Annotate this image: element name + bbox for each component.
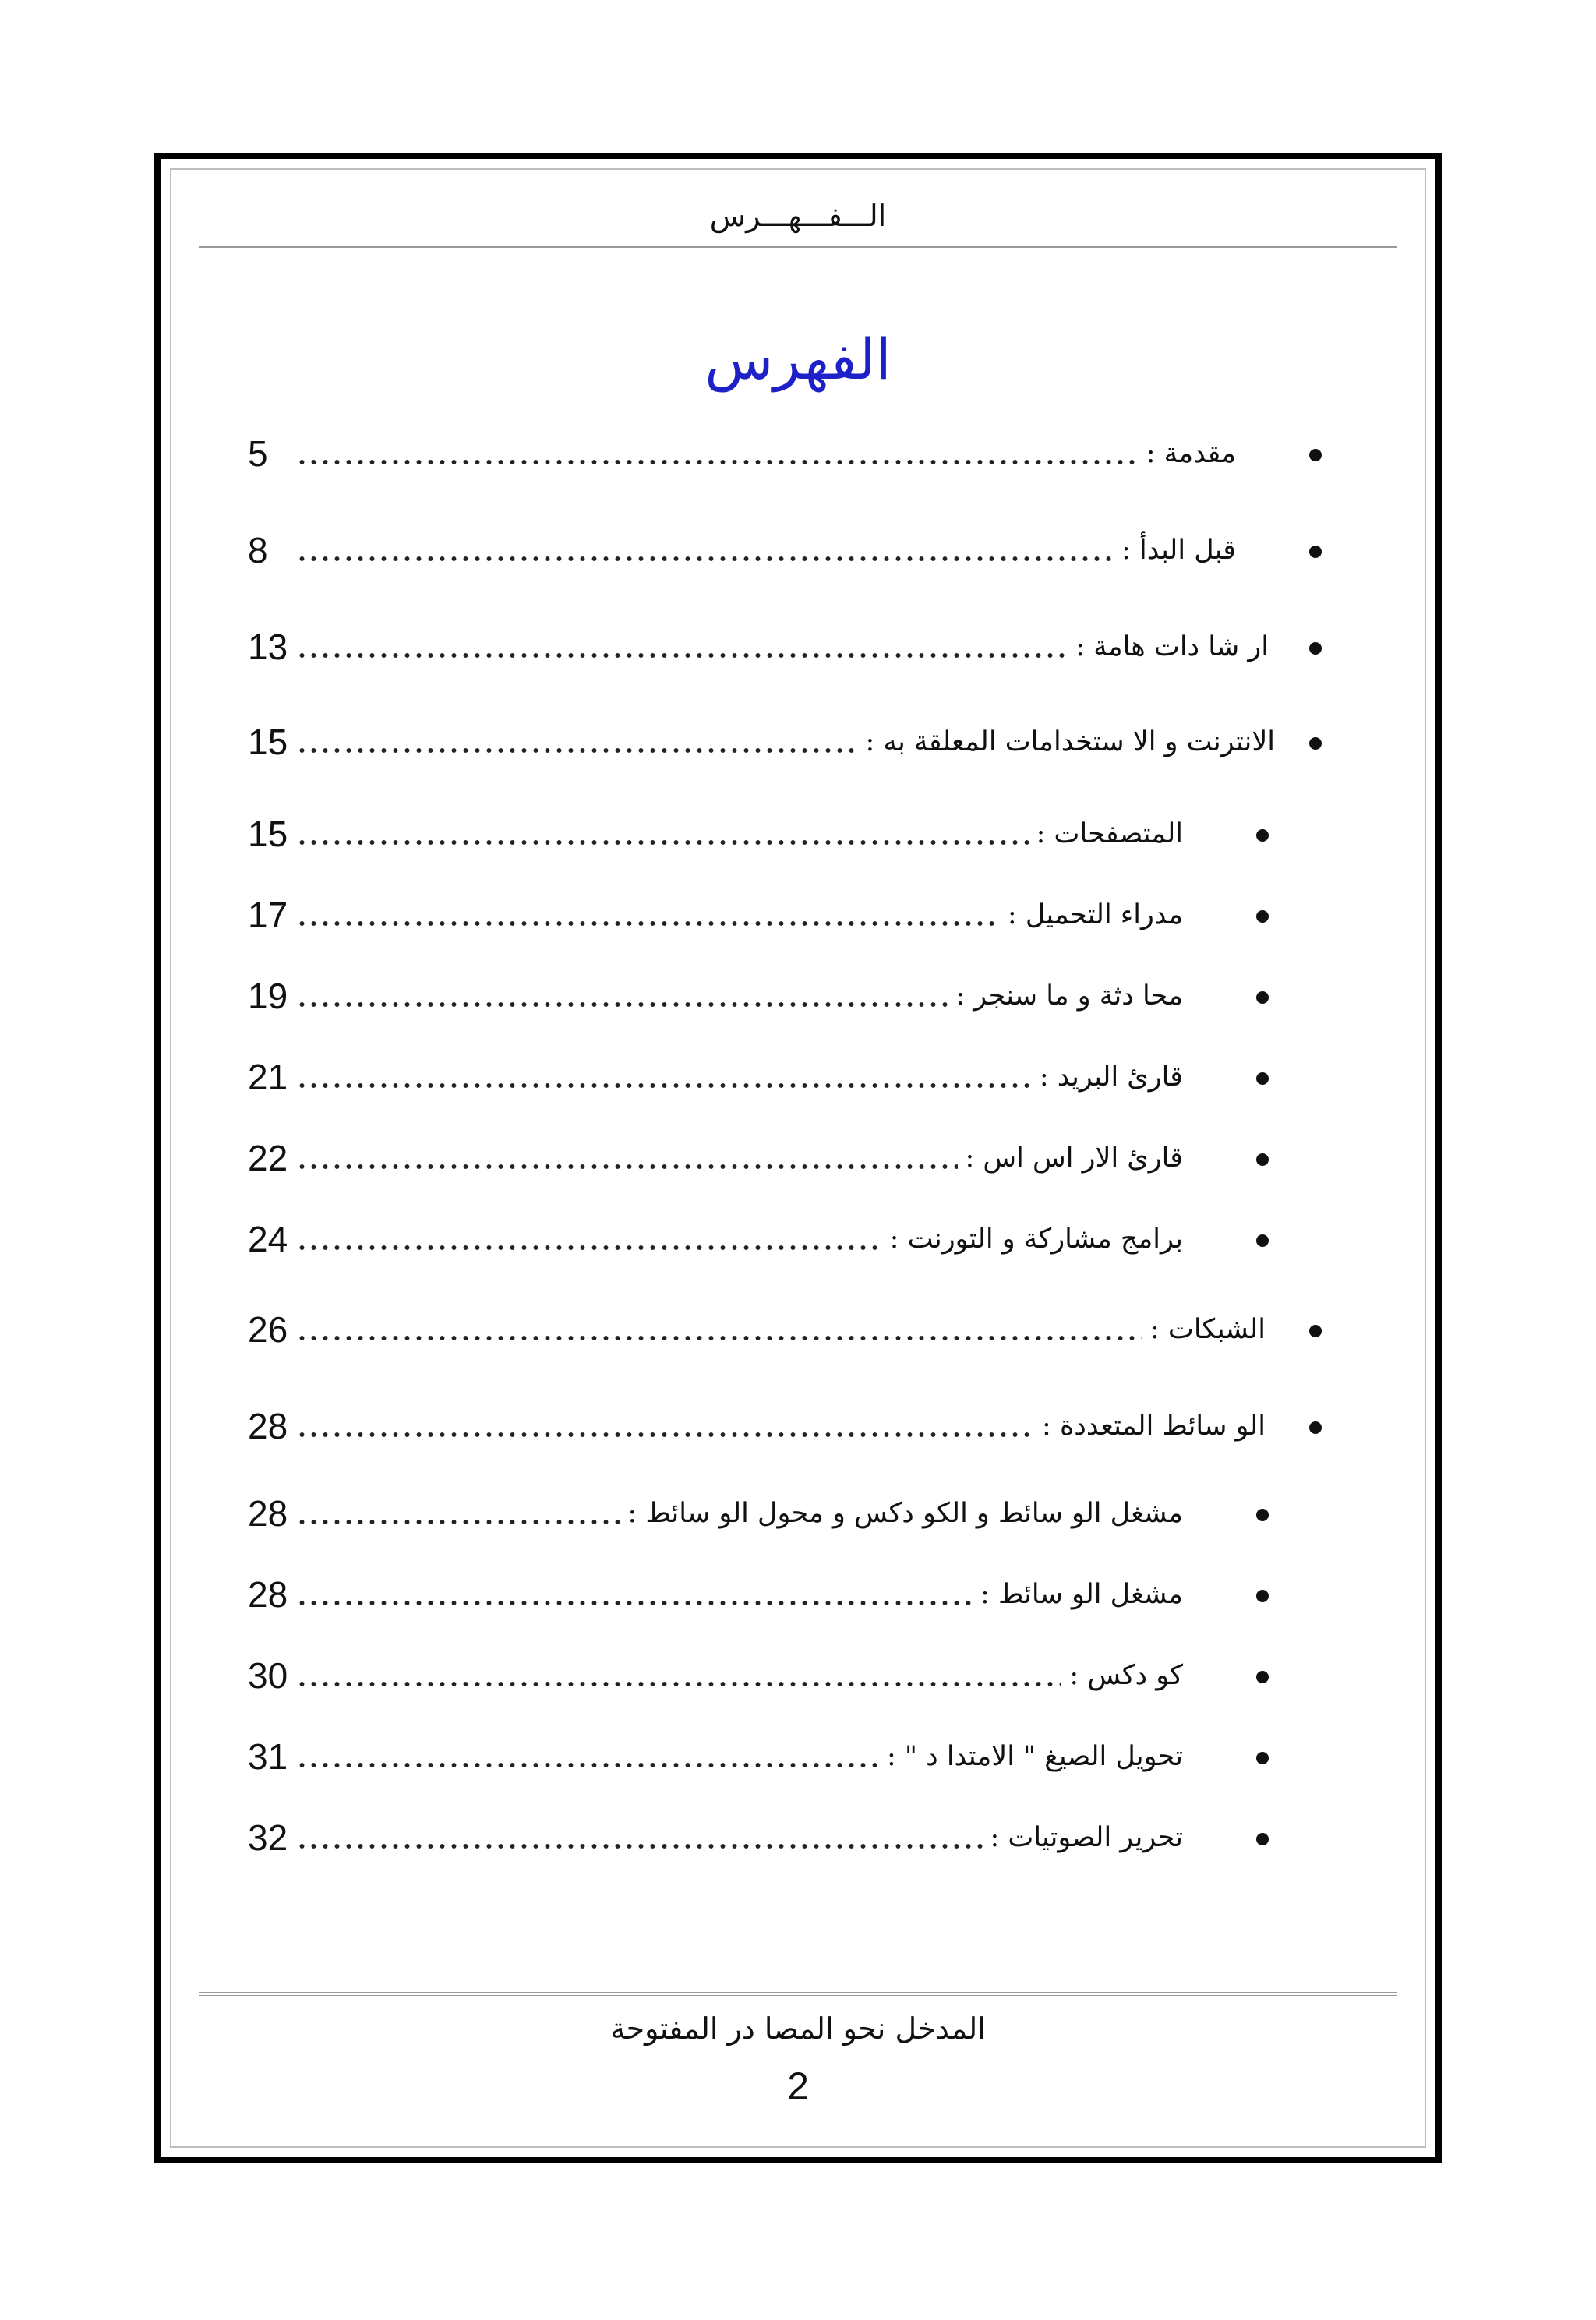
- toc-page-number: 5: [248, 433, 268, 474]
- toc-label: تحرير الصوتيات :: [990, 1822, 1183, 1853]
- toc-page-number: 26: [248, 1309, 288, 1350]
- toc-leader-dots: [296, 1517, 620, 1527]
- toc-entry[interactable]: [248, 1733, 1183, 1780]
- toc-entry[interactable]: [248, 1135, 1183, 1181]
- toc-entry[interactable]: [248, 719, 1275, 765]
- toc-label: مدراء التحميل :: [1007, 899, 1183, 930]
- bullet-icon: [1256, 1590, 1269, 1602]
- bullet-icon: [1256, 1509, 1269, 1521]
- toc-leader-dots: [296, 1333, 1142, 1344]
- toc-page-number: 31: [248, 1736, 288, 1777]
- toc-leader-dots: [296, 1161, 958, 1172]
- toc-label: كو دكس :: [1069, 1660, 1183, 1691]
- bullet-icon: [1256, 1153, 1269, 1166]
- toc-label: قبل البدأ :: [1121, 535, 1236, 566]
- toc-page-number: 30: [248, 1655, 288, 1696]
- bullet-icon: [1309, 546, 1322, 558]
- toc-label: الانترنت و الا ستخدامات المعلقة به :: [865, 726, 1275, 757]
- toc-entry[interactable]: [248, 892, 1183, 938]
- bullet-icon: [1256, 1671, 1269, 1683]
- toc-label: قارئ الار اس اس :: [965, 1142, 1183, 1174]
- toc-leader-dots: [296, 1598, 973, 1608]
- toc-leader-dots: [296, 837, 1029, 848]
- toc-leader-dots: [296, 1429, 1034, 1440]
- bullet-icon: [1309, 1325, 1322, 1337]
- toc-label: مقدمة :: [1146, 438, 1236, 469]
- toc-entry[interactable]: [248, 1490, 1183, 1537]
- toc-page-number: 28: [248, 1406, 288, 1446]
- footer-divider: [200, 1992, 1396, 1996]
- bullet-icon: [1256, 1833, 1269, 1845]
- toc-leader-dots: [296, 1080, 1032, 1091]
- toc-page-number: 15: [248, 814, 288, 854]
- toc-label: المتصفحات :: [1036, 818, 1183, 849]
- toc-leader-dots: [296, 1841, 983, 1852]
- toc-page-number: 15: [248, 722, 288, 762]
- toc-label: مشغل الو سائط :: [980, 1579, 1183, 1610]
- toc-leader-dots: [296, 1242, 882, 1253]
- bullet-icon: [1256, 1234, 1269, 1247]
- bullet-icon: [1309, 1421, 1322, 1434]
- toc-label: تحويل الصيغ " الامتدا د " :: [886, 1741, 1183, 1772]
- toc-leader-dots: [296, 650, 1068, 661]
- toc-entry[interactable]: [248, 1306, 1266, 1353]
- bullet-icon: [1256, 1752, 1269, 1764]
- header-divider: [200, 246, 1396, 248]
- toc-label: الو سائط المتعددة :: [1042, 1411, 1266, 1442]
- bullet-icon: [1309, 737, 1322, 750]
- toc-leader-dots: [296, 1679, 1061, 1690]
- toc-page-number: 24: [248, 1219, 288, 1259]
- toc-leader-dots: [296, 1760, 879, 1771]
- toc-entry[interactable]: [248, 1571, 1183, 1618]
- bullet-icon: [1256, 829, 1269, 842]
- toc-entry[interactable]: [248, 623, 1269, 670]
- toc-leader-dots: [296, 918, 1000, 929]
- toc-entry[interactable]: [248, 810, 1183, 857]
- toc-entry[interactable]: [248, 430, 1236, 477]
- toc-page-number: 17: [248, 895, 288, 935]
- toc-page-number: 28: [248, 1493, 288, 1534]
- bullet-icon: [1256, 1072, 1269, 1085]
- bullet-icon: [1256, 991, 1269, 1004]
- toc-leader-dots: [296, 553, 1114, 564]
- bullet-icon: [1256, 910, 1269, 923]
- toc-page-number: 13: [248, 627, 288, 667]
- toc-page-number: 19: [248, 976, 288, 1016]
- bullet-icon: [1309, 642, 1322, 655]
- toc-leader-dots: [296, 457, 1139, 468]
- toc-label: برامج مشاركة و التورنت :: [889, 1224, 1183, 1255]
- toc-heading: الفهرس: [704, 327, 892, 392]
- toc-page-number: 8: [248, 530, 268, 570]
- toc-entry[interactable]: [248, 1652, 1183, 1699]
- toc-page-number: 28: [248, 1574, 288, 1615]
- toc-page-number: 32: [248, 1817, 288, 1858]
- page-number: 2: [787, 2064, 809, 2108]
- toc-label: محا دثة و ما سنجر :: [955, 980, 1183, 1012]
- toc-label: الشبكات :: [1149, 1314, 1266, 1345]
- bullet-icon: [1309, 449, 1322, 461]
- toc-entry[interactable]: [248, 527, 1236, 574]
- toc-leader-dots: [296, 999, 948, 1010]
- toc-entry[interactable]: [248, 1054, 1183, 1100]
- toc-entry[interactable]: [248, 1403, 1266, 1450]
- toc-entry[interactable]: [248, 973, 1183, 1019]
- toc-page-number: 22: [248, 1138, 288, 1178]
- running-footer: المدخل نحو المصا در المفتوحة: [610, 2011, 986, 2046]
- toc-label: قارئ البريد :: [1039, 1061, 1183, 1093]
- toc-leader-dots: [296, 745, 857, 756]
- toc-entry[interactable]: [248, 1814, 1183, 1861]
- toc-label: مشغل الو سائط و الكو دكس و محول الو سائط :: [627, 1498, 1183, 1529]
- running-header: الـــفـــهـــرس: [709, 199, 887, 233]
- toc-label: ار شا دات هامة :: [1075, 631, 1269, 662]
- toc-entry[interactable]: [248, 1216, 1183, 1262]
- toc-page-number: 21: [248, 1057, 288, 1097]
